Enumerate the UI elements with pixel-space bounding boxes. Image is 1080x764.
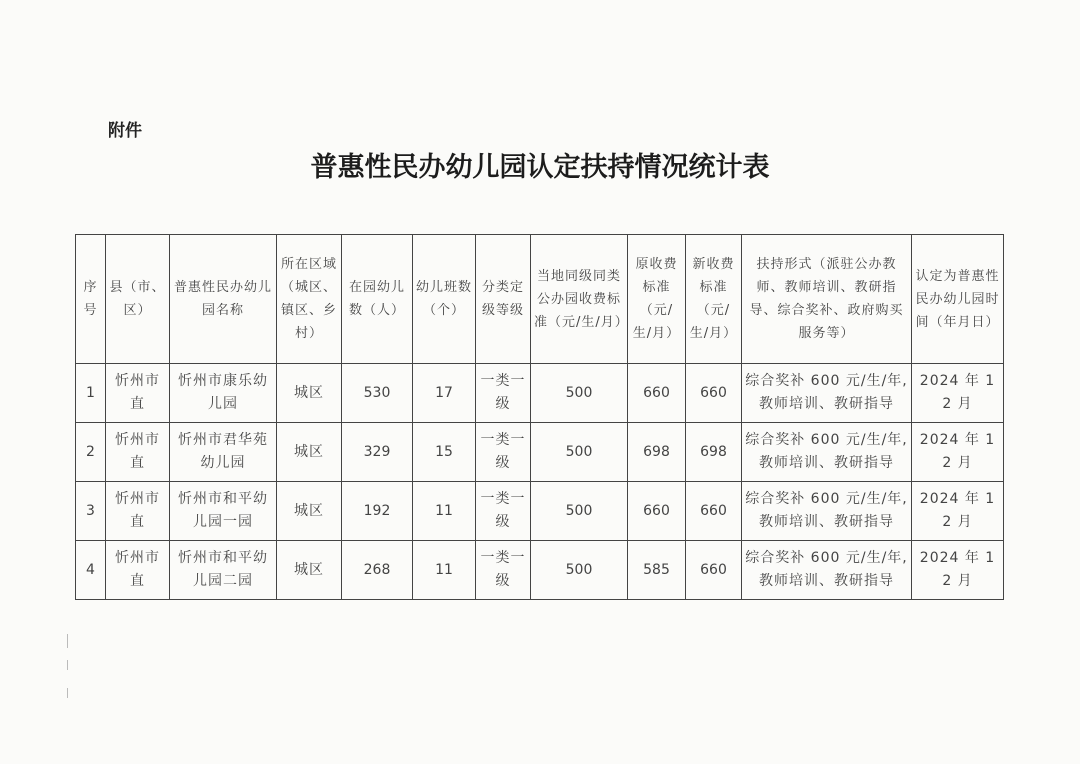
table-row [76, 364, 1004, 423]
column-header-recognition-date: 认定为普惠性民办幼儿园时间（年月日） [912, 235, 1004, 364]
cell-support-form: 综合奖补 600 元/生/年,教师培训、教研指导 [742, 482, 912, 541]
page-title: 普惠性民办幼儿园认定扶持情况统计表 [310, 152, 770, 183]
cell-recognition-date: 2024 年 12 月 [912, 541, 1004, 600]
column-header-support-form: 扶持形式（派驻公办教师、教师培训、教研指导、综合奖补、政府购买服务等） [742, 235, 912, 364]
column-header-public-fee: 当地同级同类公办园收费标准（元/生/月） [531, 235, 628, 364]
cell-class-count: 17 [413, 364, 476, 423]
cell-recognition-date: 2024 年 12 月 [912, 482, 1004, 541]
column-header-county: 县（市、区） [106, 235, 170, 364]
cell-area: 城区 [277, 364, 342, 423]
cell-original-fee: 698 [628, 423, 686, 482]
cell-children-count: 192 [342, 482, 413, 541]
column-header-kindergarten-name: 普惠性民办幼儿园名称 [170, 235, 277, 364]
cell-recognition-date: 2024 年 12 月 [912, 423, 1004, 482]
cell-new-fee: 660 [686, 482, 742, 541]
cell-index: 4 [76, 541, 106, 600]
cell-index: 1 [76, 364, 106, 423]
cell-children-count: 268 [342, 541, 413, 600]
cell-class-count: 15 [413, 423, 476, 482]
cell-support-form: 综合奖补 600 元/生/年,教师培训、教研指导 [742, 541, 912, 600]
table-row [76, 423, 1004, 482]
cell-kindergarten-name: 忻州市和平幼儿园二园 [170, 541, 277, 600]
cell-support-form: 综合奖补 600 元/生/年,教师培训、教研指导 [742, 364, 912, 423]
column-header-class-count: 幼儿班数（个） [413, 235, 476, 364]
cell-county: 忻州市直 [106, 482, 170, 541]
cell-public-fee: 500 [531, 541, 628, 600]
column-header-grade: 分类定级等级 [476, 235, 531, 364]
attachment-label: 附件 [108, 121, 142, 141]
cell-kindergarten-name: 忻州市君华苑幼儿园 [170, 423, 277, 482]
cell-grade: 一类一级 [476, 541, 531, 600]
cell-original-fee: 660 [628, 364, 686, 423]
cell-children-count: 530 [342, 364, 413, 423]
cell-public-fee: 500 [531, 364, 628, 423]
cell-kindergarten-name: 忻州市康乐幼儿园 [170, 364, 277, 423]
cell-grade: 一类一级 [476, 423, 531, 482]
column-header-area: 所在区域（城区、镇区、乡村） [277, 235, 342, 364]
column-header-new-fee: 新收费标准（元/生/月） [686, 235, 742, 364]
cell-original-fee: 660 [628, 482, 686, 541]
cell-children-count: 329 [342, 423, 413, 482]
margin-mark [67, 660, 68, 670]
cell-new-fee: 660 [686, 541, 742, 600]
cell-county: 忻州市直 [106, 423, 170, 482]
column-header-children-count: 在园幼儿数（人） [342, 235, 413, 364]
column-header-original-fee: 原收费标准（元/生/月） [628, 235, 686, 364]
margin-mark [67, 688, 68, 698]
cell-area: 城区 [277, 482, 342, 541]
cell-support-form: 综合奖补 600 元/生/年,教师培训、教研指导 [742, 423, 912, 482]
cell-county: 忻州市直 [106, 541, 170, 600]
cell-new-fee: 660 [686, 364, 742, 423]
cell-original-fee: 585 [628, 541, 686, 600]
cell-class-count: 11 [413, 482, 476, 541]
cell-grade: 一类一级 [476, 482, 531, 541]
table-row [76, 541, 1004, 600]
statistics-table [75, 234, 1004, 600]
cell-recognition-date: 2024 年 12 月 [912, 364, 1004, 423]
cell-index: 3 [76, 482, 106, 541]
cell-new-fee: 698 [686, 423, 742, 482]
cell-area: 城区 [277, 541, 342, 600]
cell-public-fee: 500 [531, 482, 628, 541]
cell-county: 忻州市直 [106, 364, 170, 423]
cell-kindergarten-name: 忻州市和平幼儿园一园 [170, 482, 277, 541]
cell-area: 城区 [277, 423, 342, 482]
margin-mark [67, 634, 68, 648]
cell-public-fee: 500 [531, 423, 628, 482]
cell-class-count: 11 [413, 541, 476, 600]
table-row [76, 482, 1004, 541]
cell-grade: 一类一级 [476, 364, 531, 423]
table-header-row [76, 235, 1004, 364]
column-header-index: 序号 [76, 235, 106, 364]
cell-index: 2 [76, 423, 106, 482]
